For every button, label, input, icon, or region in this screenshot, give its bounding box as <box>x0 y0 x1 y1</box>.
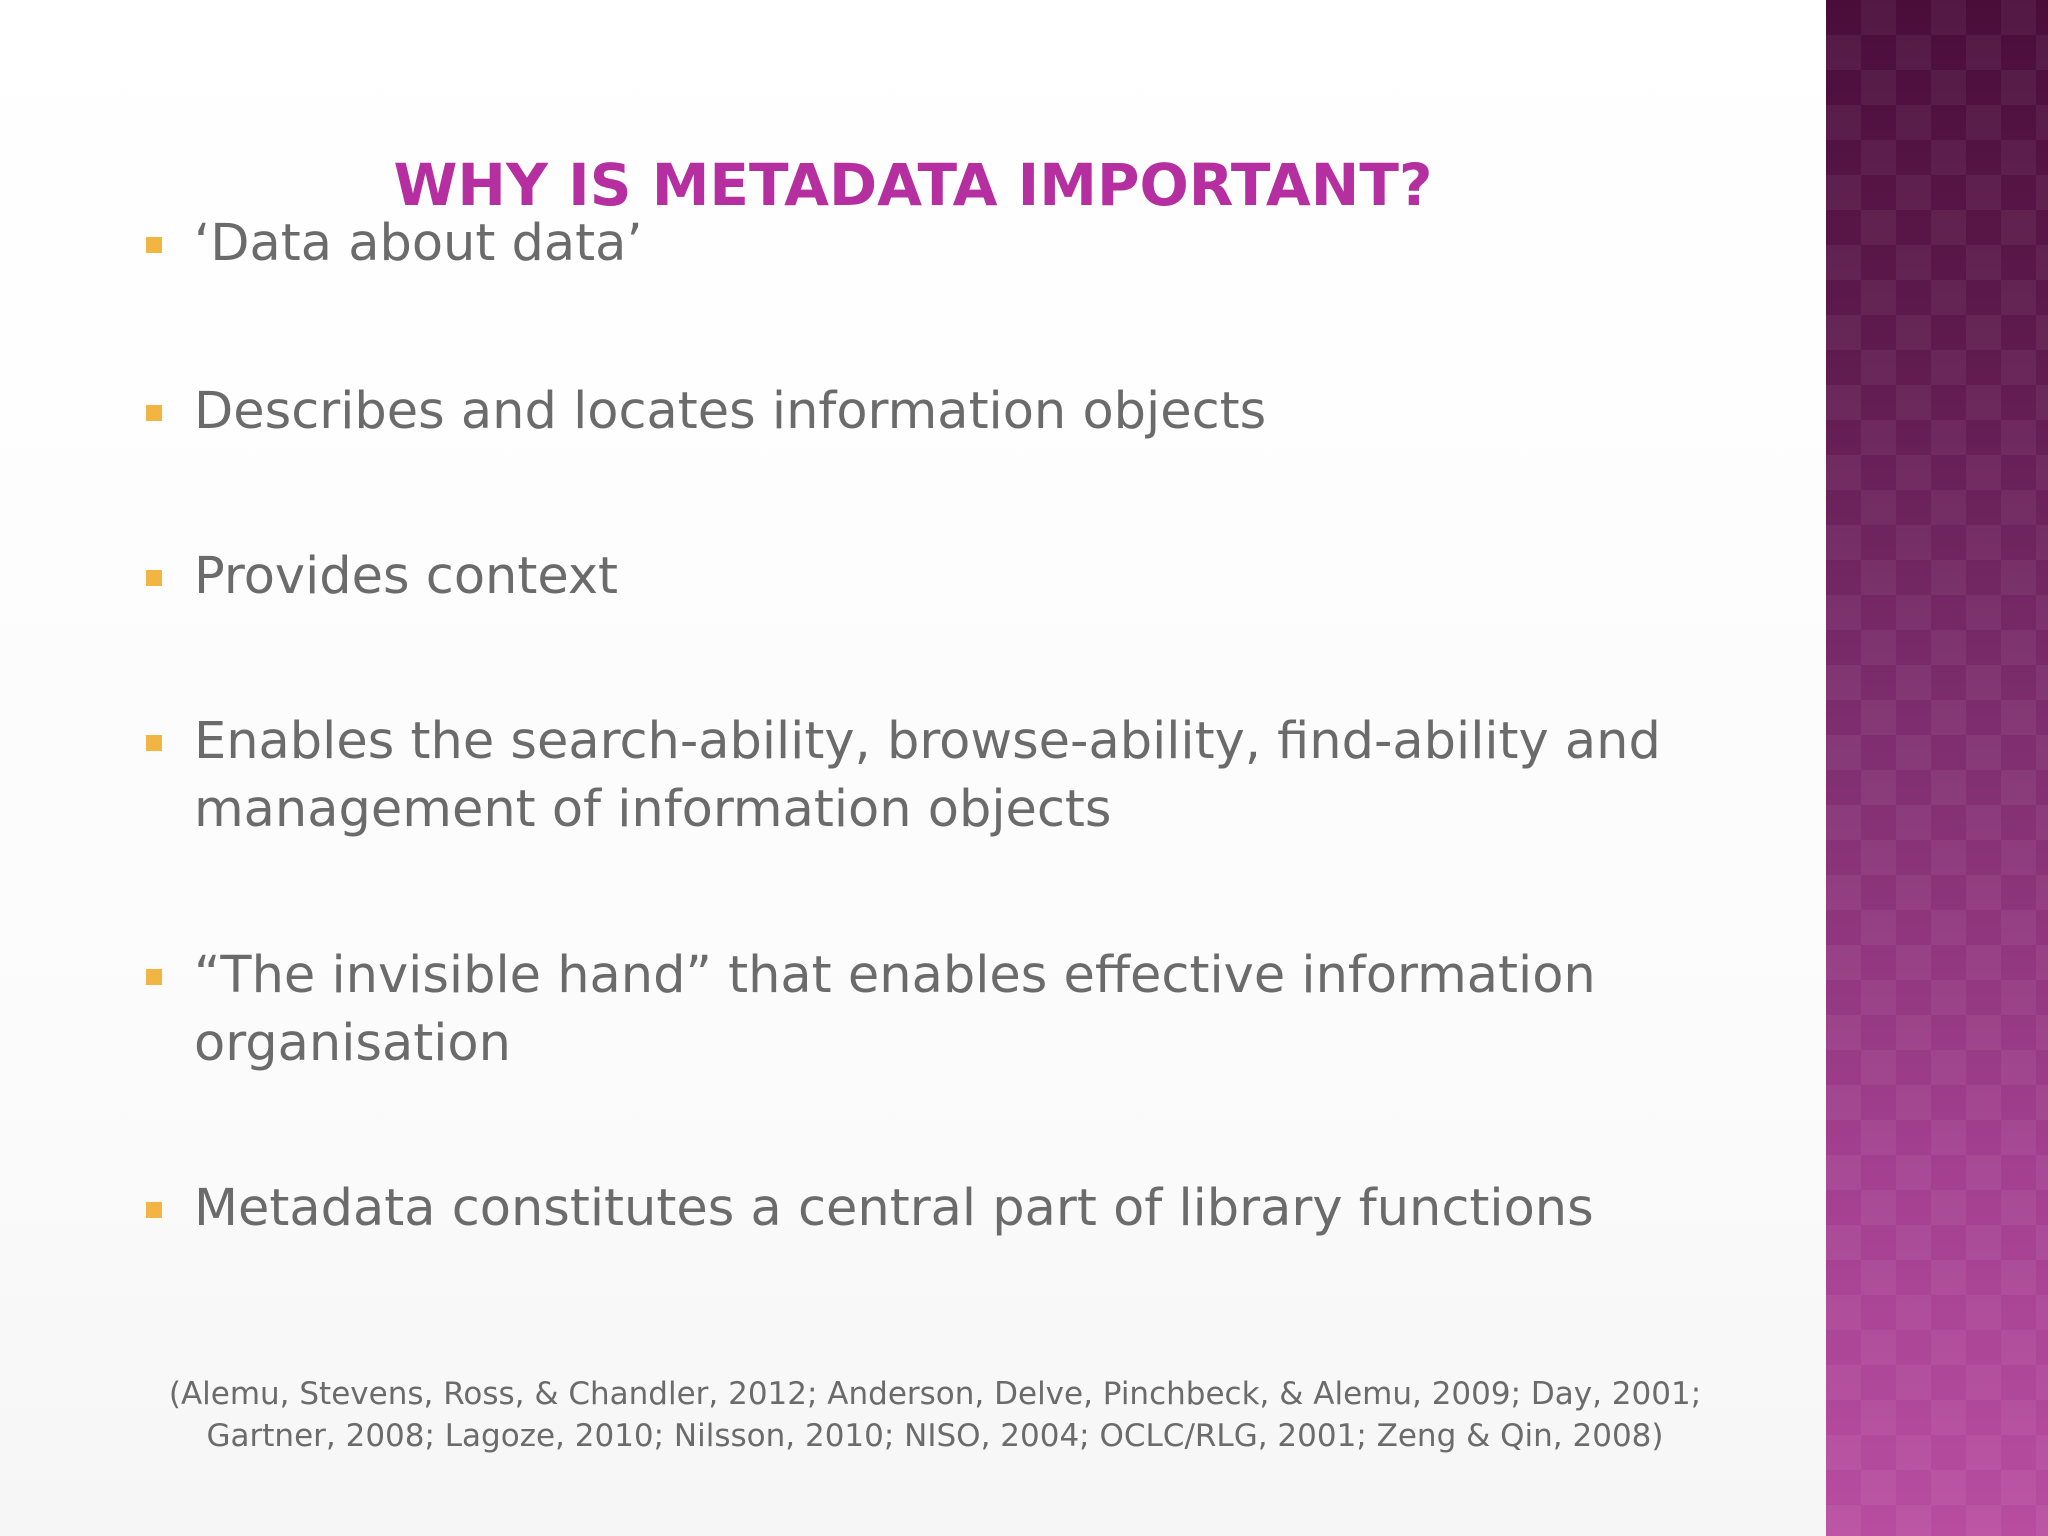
bullet-text: “The invisible hand” that enables effective information organisation <box>194 946 1596 1073</box>
bullet-text: Metadata constitutes a central part of library functions <box>194 1179 1594 1238</box>
bullet-text: Describes and locates information objects <box>194 382 1267 441</box>
bullet-marker-icon <box>146 405 162 421</box>
bullet-marker-icon <box>146 570 162 586</box>
bullet-marker-icon <box>146 735 162 751</box>
decorative-side-band <box>1826 0 2048 1536</box>
bullet-marker-icon <box>146 237 162 253</box>
citation: (Alemu, Stevens, Ross, & Chandler, 2012; Anderson, Delve, Pinchbeck, & Alemu, 2009; Day, 2001; Gartner, 2008; Lagoze, 2010; Nilsson, 2010; NISO, 2004; OCLC/RLG, 2001; Zeng & Qin, 2008) <box>168 1376 1702 1454</box>
bullet-text: Enables the search-ability, browse-ability, find-ability and management of information objects <box>194 712 1661 839</box>
bullet-item <box>144 210 643 278</box>
bullet-item <box>144 708 1704 844</box>
bullet-item <box>144 1175 1594 1243</box>
bullet-marker-icon <box>146 1202 162 1218</box>
diamond-pattern <box>1826 0 2048 1536</box>
slide-title: WHY IS METADATA IMPORTANT? <box>393 150 1433 219</box>
bullet-item <box>144 543 618 611</box>
bullet-text: ‘Data about data’ <box>194 214 643 273</box>
bullet-item <box>144 378 1266 446</box>
bullet-text: Provides context <box>194 547 619 606</box>
bullet-item <box>144 942 1704 1078</box>
bullet-marker-icon <box>146 969 162 985</box>
